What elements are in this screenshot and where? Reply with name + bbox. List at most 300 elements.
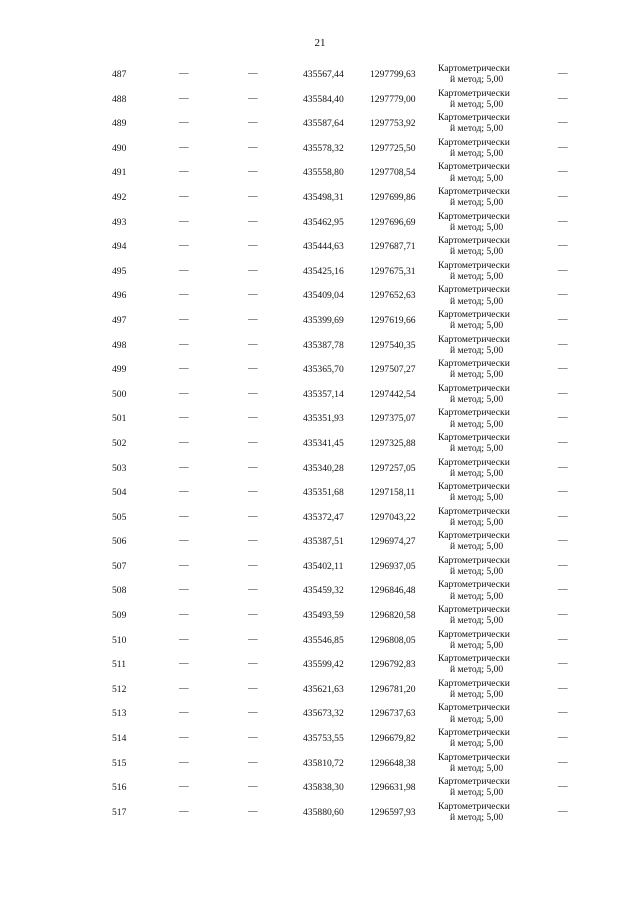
method-cell (438, 604, 510, 626)
x-coordinate: 435409,04 (303, 290, 344, 302)
method-cell (438, 702, 510, 724)
method-line1: Картометрически (438, 776, 510, 788)
method-line2: й метод; 5,00 (450, 541, 504, 553)
dash-cell: — (179, 92, 189, 104)
y-coordinate: 1297158,11 (370, 487, 416, 499)
dash-cell: — (248, 264, 258, 276)
table-row (0, 185, 640, 210)
method-line1: Картометрически (438, 210, 510, 222)
table-row (0, 308, 640, 333)
table-row (0, 603, 640, 628)
method-line2: й метод; 5,00 (450, 74, 504, 86)
table-row (0, 406, 640, 431)
y-coordinate: 1296781,20 (370, 683, 416, 695)
point-number: 507 (112, 560, 127, 572)
x-coordinate: 435558,80 (303, 167, 344, 179)
point-number: 513 (112, 708, 127, 720)
x-coordinate: 435498,31 (303, 191, 344, 203)
dash-cell: — (179, 707, 189, 719)
table-row (0, 677, 640, 702)
method-cell (438, 481, 510, 503)
dash-cell: — (248, 633, 258, 645)
dash-cell: — (558, 756, 568, 768)
dash-cell: — (179, 240, 189, 252)
method-line2: й метод; 5,00 (450, 762, 504, 774)
table-row (0, 505, 640, 530)
method-line1: Картометрически (438, 727, 510, 739)
method-cell (438, 432, 510, 454)
dash-cell: — (179, 387, 189, 399)
y-coordinate: 1297540,35 (370, 339, 416, 351)
method-line2: й метод; 5,00 (450, 123, 504, 135)
y-coordinate: 1296737,63 (370, 708, 416, 720)
dash-cell: — (558, 338, 568, 350)
method-line1: Картометрически (438, 554, 510, 566)
method-cell (438, 801, 510, 823)
method-line2: й метод; 5,00 (450, 812, 504, 824)
dash-cell: — (248, 117, 258, 129)
page-number: 21 (314, 37, 326, 49)
method-line2: й метод; 5,00 (450, 344, 504, 356)
y-coordinate: 1296937,05 (370, 560, 416, 572)
method-line1: Картометрически (438, 161, 510, 173)
method-line1: Картометрически (438, 677, 510, 689)
dash-cell: — (248, 559, 258, 571)
point-number: 509 (112, 610, 127, 622)
dash-cell: — (248, 240, 258, 252)
dash-cell: — (248, 756, 258, 768)
point-number: 500 (112, 388, 127, 400)
dash-cell: — (248, 387, 258, 399)
method-cell (438, 776, 510, 798)
dash-cell: — (248, 436, 258, 448)
dash-cell: — (558, 117, 568, 129)
x-coordinate: 435673,32 (303, 708, 344, 720)
point-number: 498 (112, 339, 127, 351)
method-line2: й метод; 5,00 (450, 639, 504, 651)
method-line1: Картометрически (438, 604, 510, 616)
y-coordinate: 1297687,71 (370, 241, 416, 253)
point-number: 499 (112, 364, 127, 376)
dash-cell: — (179, 68, 189, 79)
dash-cell: — (558, 609, 568, 621)
method-line2: й метод; 5,00 (450, 590, 504, 602)
table-row (0, 726, 640, 751)
x-coordinate: 435462,95 (303, 216, 344, 228)
dash-cell: — (179, 559, 189, 571)
point-number: 512 (112, 683, 127, 695)
dash-cell: — (179, 732, 189, 744)
y-coordinate: 1296597,93 (370, 806, 416, 818)
dash-cell: — (558, 68, 568, 79)
method-cell (438, 506, 510, 528)
dash-cell: — (179, 781, 189, 793)
dash-cell: — (179, 756, 189, 768)
table-row (0, 357, 640, 382)
y-coordinate: 1297043,22 (370, 511, 416, 523)
method-cell (438, 88, 510, 110)
dash-cell: — (558, 363, 568, 375)
point-number: 491 (112, 167, 127, 179)
dash-cell: — (179, 682, 189, 694)
point-number: 508 (112, 585, 127, 597)
table-row (0, 160, 640, 185)
method-line2: й метод; 5,00 (450, 98, 504, 110)
method-line1: Картометрически (438, 628, 510, 640)
y-coordinate: 1296974,27 (370, 536, 416, 548)
method-line2: й метод; 5,00 (450, 221, 504, 233)
method-line1: Картометрически (438, 259, 510, 271)
method-cell (438, 579, 510, 601)
method-cell (438, 530, 510, 552)
method-line2: й метод; 5,00 (450, 246, 504, 258)
method-cell (438, 334, 510, 356)
point-number: 514 (112, 733, 127, 745)
method-line1: Картометрически (438, 481, 510, 493)
table-row (0, 136, 640, 161)
point-number: 494 (112, 241, 127, 253)
y-coordinate: 1297652,63 (370, 290, 416, 302)
y-coordinate: 1297699,86 (370, 191, 416, 203)
y-coordinate: 1297619,66 (370, 314, 416, 326)
dash-cell: — (179, 190, 189, 202)
dash-cell: — (248, 682, 258, 694)
x-coordinate: 435341,45 (303, 437, 344, 449)
x-coordinate: 435838,30 (303, 782, 344, 794)
method-line2: й метод; 5,00 (450, 270, 504, 282)
method-line2: й метод; 5,00 (450, 320, 504, 332)
dash-cell: — (558, 387, 568, 399)
dash-cell: — (248, 510, 258, 522)
table-row (0, 87, 640, 112)
point-number: 493 (112, 216, 127, 228)
y-coordinate: 1296792,83 (370, 659, 416, 671)
dash-cell: — (179, 264, 189, 276)
y-coordinate: 1297799,63 (370, 69, 416, 80)
method-line2: й метод; 5,00 (450, 467, 504, 479)
dash-cell: — (248, 781, 258, 793)
method-line1: Картометрически (438, 456, 510, 468)
dash-cell: — (558, 92, 568, 104)
dash-cell: — (248, 805, 258, 817)
x-coordinate: 435372,47 (303, 511, 344, 523)
dash-cell: — (179, 436, 189, 448)
dash-cell: — (179, 584, 189, 596)
dash-cell: — (558, 510, 568, 522)
point-number: 511 (112, 659, 127, 671)
dash-cell: — (179, 117, 189, 129)
dash-cell: — (179, 141, 189, 153)
point-number: 510 (112, 634, 127, 646)
method-line2: й метод; 5,00 (450, 787, 504, 799)
method-line2: й метод; 5,00 (450, 369, 504, 381)
x-coordinate: 435621,63 (303, 683, 344, 695)
point-number: 506 (112, 536, 127, 548)
method-line1: Картометрически (438, 333, 510, 345)
point-number: 503 (112, 462, 127, 474)
dash-cell: — (248, 141, 258, 153)
dash-cell: — (558, 781, 568, 793)
x-coordinate: 435351,68 (303, 487, 344, 499)
dash-cell: — (248, 535, 258, 547)
method-line1: Картометрически (438, 751, 510, 763)
table-row (0, 480, 640, 505)
dash-cell: — (558, 264, 568, 276)
y-coordinate: 1296846,48 (370, 585, 416, 597)
method-line2: й метод; 5,00 (450, 197, 504, 209)
dash-cell: — (179, 535, 189, 547)
method-line1: Картометрически (438, 800, 510, 812)
method-line2: й метод; 5,00 (450, 393, 504, 405)
table-row (0, 259, 640, 284)
dash-cell: — (558, 240, 568, 252)
method-line1: Картометрически (438, 87, 510, 99)
x-coordinate: 435357,14 (303, 388, 344, 400)
y-coordinate: 1297257,05 (370, 462, 416, 474)
dash-cell: — (179, 363, 189, 375)
dash-cell: — (558, 313, 568, 325)
y-coordinate: 1297708,54 (370, 167, 416, 179)
table-row (0, 554, 640, 579)
method-line1: Картометрически (438, 407, 510, 419)
dash-cell: — (179, 510, 189, 522)
table-row (0, 628, 640, 653)
method-cell (438, 653, 510, 675)
method-cell (438, 235, 510, 257)
point-number: 497 (112, 314, 127, 326)
method-line2: й метод; 5,00 (450, 418, 504, 430)
x-coordinate: 435459,32 (303, 585, 344, 597)
dash-cell: — (248, 461, 258, 473)
point-number: 501 (112, 413, 127, 425)
dash-cell: — (558, 682, 568, 694)
method-cell (438, 284, 510, 306)
method-cell (438, 407, 510, 429)
method-line1: Картометрически (438, 63, 510, 74)
x-coordinate: 435425,16 (303, 265, 344, 277)
dash-cell: — (558, 805, 568, 817)
y-coordinate: 1297753,92 (370, 118, 416, 130)
dash-cell: — (558, 633, 568, 645)
method-cell (438, 383, 510, 405)
method-cell (438, 752, 510, 774)
method-line1: Картометрически (438, 112, 510, 124)
dash-cell: — (248, 92, 258, 104)
x-coordinate: 435444,63 (303, 241, 344, 253)
x-coordinate: 435340,28 (303, 462, 344, 474)
method-line2: й метод; 5,00 (450, 566, 504, 578)
dash-cell: — (558, 584, 568, 596)
table-row (0, 529, 640, 554)
method-line2: й метод; 5,00 (450, 516, 504, 528)
y-coordinate: 1297696,69 (370, 216, 416, 228)
x-coordinate: 435387,51 (303, 536, 344, 548)
table-row (0, 578, 640, 603)
table-row (0, 283, 640, 308)
point-number: 488 (112, 93, 127, 105)
dash-cell: — (179, 338, 189, 350)
x-coordinate: 435599,42 (303, 659, 344, 671)
method-line2: й метод; 5,00 (450, 738, 504, 750)
dash-cell: — (248, 412, 258, 424)
table-row (0, 333, 640, 358)
point-number: 492 (112, 191, 127, 203)
point-number: 517 (112, 806, 127, 818)
point-number: 496 (112, 290, 127, 302)
point-number: 495 (112, 265, 127, 277)
y-coordinate: 1297779,00 (370, 93, 416, 105)
method-line1: Картометрически (438, 308, 510, 320)
method-line1: Картометрически (438, 358, 510, 370)
y-coordinate: 1296808,05 (370, 634, 416, 646)
dash-cell: — (248, 68, 258, 79)
dash-cell: — (179, 658, 189, 670)
table-row (0, 775, 640, 800)
dash-cell: — (558, 190, 568, 202)
dash-cell: — (248, 658, 258, 670)
dash-cell: — (179, 215, 189, 227)
point-number: 505 (112, 511, 127, 523)
method-cell (438, 457, 510, 479)
x-coordinate: 435399,69 (303, 314, 344, 326)
table-row (0, 701, 640, 726)
method-line1: Картометрически (438, 702, 510, 714)
method-cell (438, 260, 510, 282)
y-coordinate: 1296648,38 (370, 757, 416, 769)
x-coordinate: 435402,11 (303, 560, 344, 572)
method-line1: Картометрически (438, 185, 510, 197)
y-coordinate: 1297442,54 (370, 388, 416, 400)
table-row (0, 234, 640, 259)
method-line2: й метод; 5,00 (450, 147, 504, 159)
dash-cell: — (558, 412, 568, 424)
point-number: 516 (112, 782, 127, 794)
dash-cell: — (248, 190, 258, 202)
dash-cell: — (179, 313, 189, 325)
table-row (0, 456, 640, 481)
dash-cell: — (248, 363, 258, 375)
method-cell (438, 555, 510, 577)
dash-cell: — (179, 166, 189, 178)
y-coordinate: 1296679,82 (370, 733, 416, 745)
method-line1: Картометрически (438, 530, 510, 542)
point-number: 487 (112, 69, 127, 80)
y-coordinate: 1297725,50 (370, 142, 416, 154)
x-coordinate: 435493,59 (303, 610, 344, 622)
method-cell (438, 678, 510, 700)
x-coordinate: 435880,60 (303, 806, 344, 818)
dash-cell: — (248, 215, 258, 227)
dash-cell: — (179, 412, 189, 424)
method-line2: й метод; 5,00 (450, 172, 504, 184)
table-row (0, 800, 640, 825)
dash-cell: — (179, 609, 189, 621)
dash-cell: — (179, 461, 189, 473)
dash-cell: — (179, 633, 189, 645)
x-coordinate: 435567,44 (303, 69, 344, 80)
dash-cell: — (558, 658, 568, 670)
y-coordinate: 1296820,58 (370, 610, 416, 622)
dash-cell: — (558, 732, 568, 744)
table-row (0, 751, 640, 776)
dash-cell: — (558, 461, 568, 473)
table-row (0, 210, 640, 235)
x-coordinate: 435753,55 (303, 733, 344, 745)
method-line2: й метод; 5,00 (450, 492, 504, 504)
method-line1: Картометрически (438, 382, 510, 394)
method-cell (438, 309, 510, 331)
coordinates-table (0, 62, 640, 824)
y-coordinate: 1296631,98 (370, 782, 416, 794)
method-line2: й метод; 5,00 (450, 664, 504, 676)
dash-cell: — (248, 609, 258, 621)
method-line2: й метод; 5,00 (450, 615, 504, 627)
dash-cell: — (248, 707, 258, 719)
dash-cell: — (179, 486, 189, 498)
dash-cell: — (248, 486, 258, 498)
table-row (0, 111, 640, 136)
dash-cell: — (248, 166, 258, 178)
y-coordinate: 1297507,27 (370, 364, 416, 376)
dash-cell: — (558, 486, 568, 498)
table-row (0, 62, 640, 87)
y-coordinate: 1297675,31 (370, 265, 416, 277)
method-cell (438, 161, 510, 183)
y-coordinate: 1297325,88 (370, 437, 416, 449)
x-coordinate: 435351,93 (303, 413, 344, 425)
method-line1: Картометрически (438, 653, 510, 665)
point-number: 489 (112, 118, 127, 130)
method-cell (438, 629, 510, 651)
dash-cell: — (558, 215, 568, 227)
x-coordinate: 435387,78 (303, 339, 344, 351)
method-line1: Картометрически (438, 284, 510, 296)
dash-cell: — (248, 338, 258, 350)
method-line1: Картометрически (438, 505, 510, 517)
method-cell (438, 186, 510, 208)
table-row (0, 431, 640, 456)
dash-cell: — (558, 166, 568, 178)
method-cell (438, 358, 510, 380)
x-coordinate: 435578,32 (303, 142, 344, 154)
method-cell (438, 63, 510, 85)
x-coordinate: 435546,85 (303, 634, 344, 646)
dash-cell: — (248, 289, 258, 301)
dash-cell: — (179, 289, 189, 301)
method-line1: Картометрически (438, 235, 510, 247)
dash-cell: — (558, 559, 568, 571)
dash-cell: — (248, 313, 258, 325)
method-line2: й метод; 5,00 (450, 713, 504, 725)
method-line1: Картометрически (438, 579, 510, 591)
x-coordinate: 435365,70 (303, 364, 344, 376)
x-coordinate: 435584,40 (303, 93, 344, 105)
dash-cell: — (558, 535, 568, 547)
method-line1: Картометрически (438, 136, 510, 148)
method-line2: й метод; 5,00 (450, 295, 504, 307)
method-cell (438, 137, 510, 159)
point-number: 490 (112, 142, 127, 154)
dash-cell: — (179, 805, 189, 817)
method-line1: Картометрически (438, 431, 510, 443)
method-cell (438, 211, 510, 233)
point-number: 515 (112, 757, 127, 769)
point-number: 502 (112, 437, 127, 449)
table-row (0, 382, 640, 407)
dash-cell: — (558, 289, 568, 301)
method-line2: й метод; 5,00 (450, 689, 504, 701)
x-coordinate: 435810,72 (303, 757, 344, 769)
